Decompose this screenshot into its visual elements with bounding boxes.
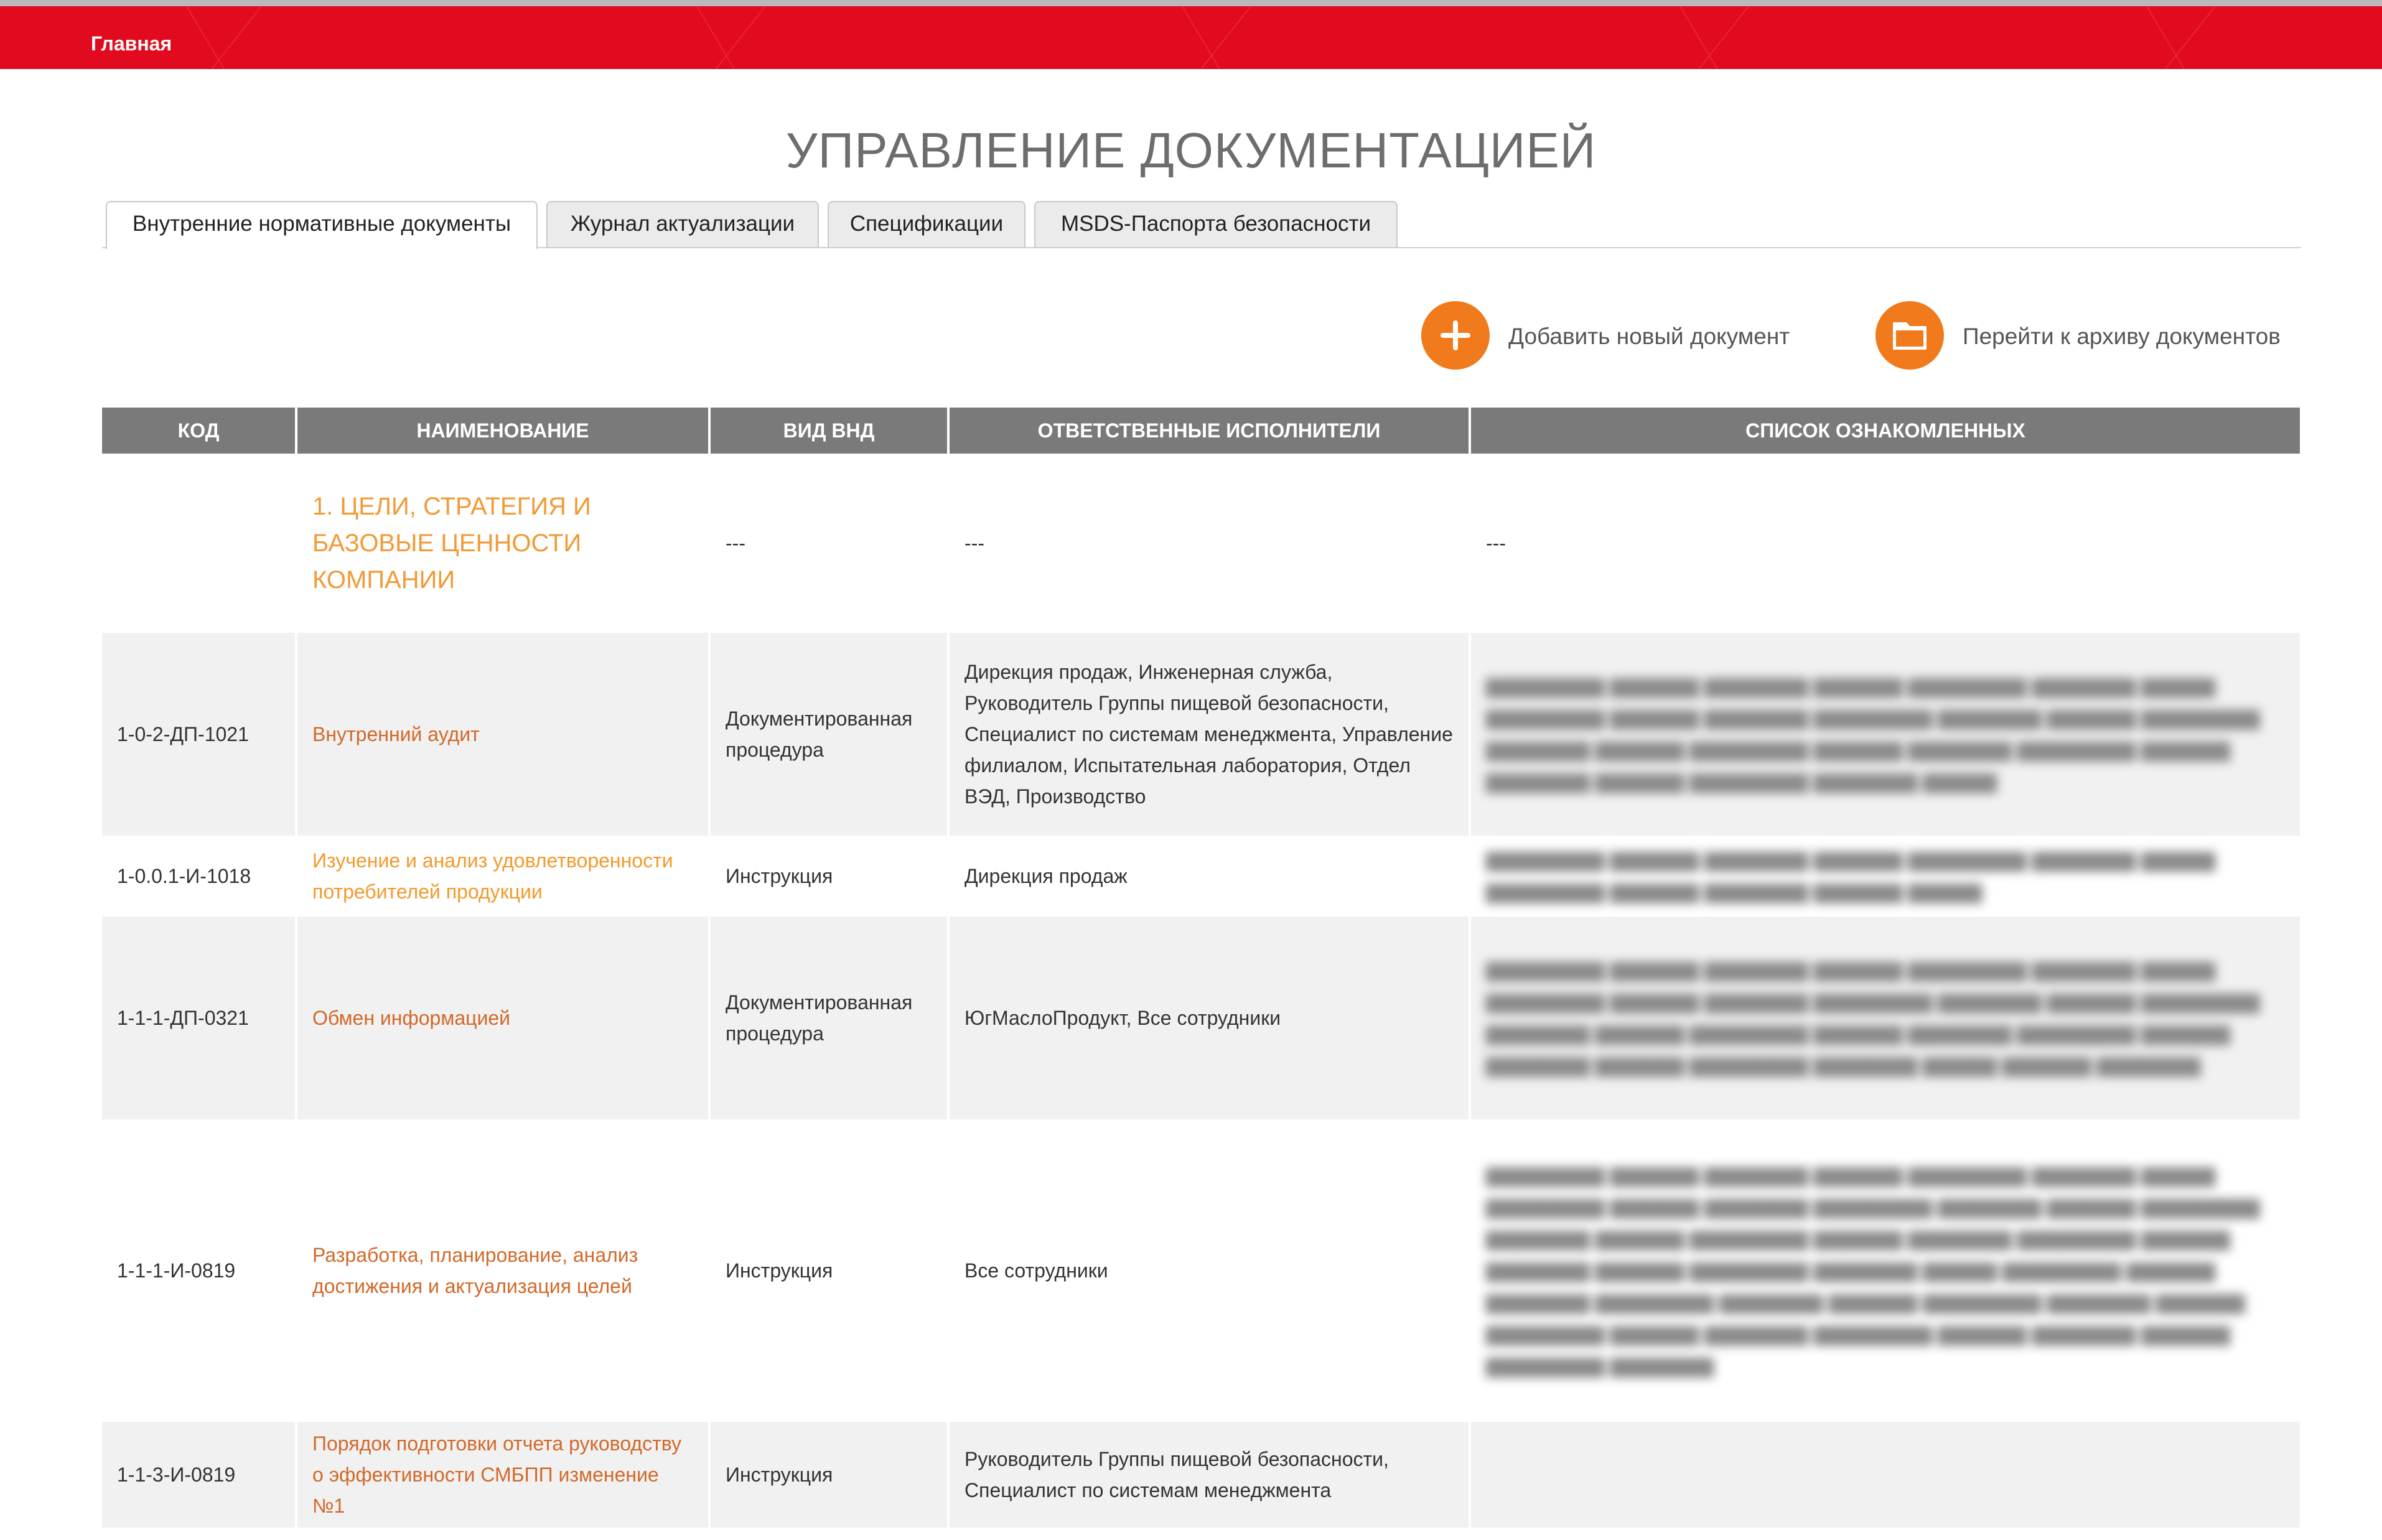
section-row — [102, 454, 2300, 633]
folder-icon — [1875, 301, 1944, 370]
code-cell: 1-1-1-И-0819 — [102, 1119, 296, 1422]
top-navigation-bar — [0, 6, 2382, 69]
column-header-acquainted[interactable]: СПИСОК ОЗНАКОМЛЕННЫХ — [1470, 408, 2300, 454]
code-cell: 1-0.0.1-И-1018 — [102, 836, 296, 917]
owners-cell: Все сотрудники — [948, 1119, 1470, 1422]
column-header-type[interactable]: ВИД ВНД — [709, 408, 948, 454]
section-code-cell — [102, 454, 296, 633]
nav-home-link[interactable]: Главная — [91, 32, 172, 55]
table-row[interactable] — [102, 1119, 2300, 1422]
name-cell — [296, 633, 709, 836]
document-link[interactable]: Разработка, планирование, анализ достижения и актуализация целей — [312, 1244, 638, 1297]
page-title: УПРАВЛЕНИЕ ДОКУМЕНТАЦИЕЙ — [785, 123, 1597, 178]
acquainted-cell — [1470, 633, 2300, 836]
type-cell: Инструкция — [709, 836, 948, 917]
owners-cell: Руководитель Группы пищевой безопасности, Специалист по системам менеджмента — [948, 1422, 1470, 1528]
section-acquainted-cell: --- — [1470, 454, 2300, 633]
add-document-label: Добавить новый документ — [1508, 324, 1790, 349]
section-title-cell — [296, 454, 709, 633]
table-row[interactable] — [102, 1422, 2300, 1528]
table-header-row — [102, 408, 2300, 454]
type-cell: Инструкция — [709, 1119, 948, 1422]
name-cell — [296, 917, 709, 1119]
section-owners-cell: --- — [948, 454, 1470, 633]
column-header-code[interactable]: КОД — [102, 408, 296, 454]
column-header-name[interactable]: НАИМЕНОВАНИЕ — [296, 408, 709, 454]
document-link[interactable]: Обмен информацией — [312, 1007, 511, 1029]
document-link[interactable]: Порядок подготовки отчета руководству о эффективности СМБПП изменение №1 — [312, 1432, 682, 1517]
owners-cell: Дирекция продаж, Инженерная служба, Руководитель Группы пищевой безопасности, Специалист по системам менеджмента, Управление филиалом, Испытательная лаборатория, Отдел ВЭД, Производство — [948, 633, 1470, 836]
topbar-pattern — [0, 6, 2382, 69]
document-link[interactable]: Изучение и анализ удовлетворенности потребителей продукции — [312, 849, 673, 903]
tab-update-log[interactable]: Журнал актуализации — [546, 201, 819, 247]
tab-internal-documents[interactable]: Внутренние нормативные документы — [106, 201, 538, 249]
name-cell — [296, 1422, 709, 1528]
tab-msds-passports[interactable]: MSDS-Паспорта безопасности — [1034, 201, 1398, 247]
browser-top-edge — [0, 0, 2382, 6]
acquainted-cell — [1470, 1119, 2300, 1422]
acquainted-cell — [1470, 917, 2300, 1119]
column-header-owners[interactable]: ОТВЕТСТВЕННЫЕ ИСПОЛНИТЕЛИ — [948, 408, 1470, 454]
type-cell: Инструкция — [709, 1422, 948, 1528]
blurred-acquainted-list: ▇▇▇▇▇▇▇▇ ▇▇▇▇▇▇ ▇▇▇▇▇▇▇ ▇▇▇▇▇▇ ▇▇▇▇▇▇▇▇ ▇▇▇▇▇▇▇ ▇▇▇▇▇ ▇▇▇▇▇▇▇▇ ▇▇▇▇▇▇ ▇▇▇▇▇▇▇ ▇▇▇▇▇▇▇▇ ▇▇▇▇▇▇▇ ▇▇▇▇▇▇ ▇▇▇▇▇▇▇▇ ▇▇▇▇▇▇▇ ▇▇▇▇▇▇ ▇▇▇▇▇▇▇▇ ▇▇▇▇▇▇ ▇▇▇▇▇▇▇ ▇▇▇▇▇▇▇▇ ▇▇▇▇▇▇ ▇▇▇▇▇▇▇ ▇▇▇▇▇▇ ▇▇▇▇▇▇▇▇ ▇▇▇▇▇▇▇ ▇▇▇▇▇ ▇▇▇▇▇▇▇▇ ▇▇▇▇▇▇ ▇▇▇▇▇▇▇ ▇▇▇▇▇▇▇▇ ▇▇▇▇▇▇▇ ▇▇▇▇▇▇ ▇▇▇▇▇▇▇▇ ▇▇▇▇▇▇▇ ▇▇▇▇▇▇ ▇▇▇▇▇▇▇▇ ▇▇▇▇▇▇ ▇▇▇▇▇▇▇ ▇▇▇▇▇▇▇▇ ▇▇▇▇▇▇ ▇▇▇▇▇▇▇ ▇▇▇▇▇▇ ▇▇▇▇▇▇▇▇ ▇▇▇▇▇▇▇ — [1486, 1164, 2260, 1377]
section-title[interactable]: 1. ЦЕЛИ, СТРАТЕГИЯ И БАЗОВЫЕ ЦЕННОСТИ КОМПАНИИ — [312, 492, 591, 594]
document-link[interactable]: Внутренний аудит — [312, 723, 480, 745]
tab-specifications[interactable]: Спецификации — [828, 201, 1025, 247]
owners-cell: Дирекция продаж — [948, 836, 1470, 917]
table-row[interactable] — [102, 917, 2300, 1119]
type-cell: Документированная процедура — [709, 633, 948, 836]
plus-icon — [1421, 301, 1490, 370]
archive-button[interactable] — [1875, 301, 2302, 370]
blurred-acquainted-list: ▇▇▇▇▇▇▇▇ ▇▇▇▇▇▇ ▇▇▇▇▇▇▇ ▇▇▇▇▇▇ ▇▇▇▇▇▇▇▇ ▇▇▇▇▇▇▇ ▇▇▇▇▇ ▇▇▇▇▇▇▇▇ ▇▇▇▇▇▇ ▇▇▇▇▇▇▇ ▇▇▇▇▇▇▇▇ ▇▇▇▇▇▇▇ ▇▇▇▇▇▇ ▇▇▇▇▇▇▇▇ ▇▇▇▇▇▇▇ ▇▇▇▇▇▇ ▇▇▇▇▇▇▇▇ ▇▇▇▇▇▇ ▇▇▇▇▇▇▇ ▇▇▇▇▇▇▇▇ ▇▇▇▇▇▇ ▇▇▇▇▇▇▇ ▇▇▇▇▇▇ ▇▇▇▇▇▇▇▇ ▇▇▇▇▇▇▇ ▇▇▇▇▇ ▇▇▇▇▇▇ ▇▇▇▇▇▇▇ — [1486, 959, 2260, 1076]
blurred-acquainted-list: ▇▇▇▇▇▇▇▇ ▇▇▇▇▇▇ ▇▇▇▇▇▇▇ ▇▇▇▇▇▇ ▇▇▇▇▇▇▇▇ ▇▇▇▇▇▇▇ ▇▇▇▇▇ ▇▇▇▇▇▇▇▇ ▇▇▇▇▇▇ ▇▇▇▇▇▇▇ ▇▇▇▇▇▇▇▇ ▇▇▇▇▇▇▇ ▇▇▇▇▇▇ ▇▇▇▇▇▇▇▇ ▇▇▇▇▇▇▇ ▇▇▇▇▇▇ ▇▇▇▇▇▇▇▇ ▇▇▇▇▇▇ ▇▇▇▇▇▇▇ ▇▇▇▇▇▇▇▇ ▇▇▇▇▇▇ ▇▇▇▇▇▇▇ ▇▇▇▇▇▇ ▇▇▇▇▇▇▇▇ ▇▇▇▇▇▇▇ ▇▇▇▇▇ — [1486, 676, 2260, 793]
name-cell — [296, 836, 709, 917]
section-type-cell: --- — [709, 454, 948, 633]
code-cell: 1-0-2-ДП-1021 — [102, 633, 296, 836]
name-cell — [296, 1119, 709, 1422]
code-cell: 1-1-3-И-0819 — [102, 1422, 296, 1528]
blurred-acquainted-list: ▇▇▇▇▇▇▇▇ ▇▇▇▇▇▇ ▇▇▇▇▇▇▇ ▇▇▇▇▇▇ ▇▇▇▇▇▇▇▇ ▇▇▇▇▇▇▇ ▇▇▇▇▇ ▇▇▇▇▇▇▇▇ ▇▇▇▇▇▇ ▇▇▇▇▇▇▇ ▇▇▇▇▇▇ ▇▇▇▇▇ — [1486, 849, 2216, 903]
documents-table — [102, 408, 2300, 1528]
acquainted-cell — [1470, 1422, 2300, 1528]
archive-label: Перейти к архиву документов — [1963, 324, 2281, 349]
acquainted-cell — [1470, 836, 2300, 917]
type-cell: Документированная процедура — [709, 917, 948, 1119]
table-row[interactable] — [102, 836, 2300, 917]
table-row[interactable] — [102, 633, 2300, 836]
owners-cell: ЮгМаслоПродукт, Все сотрудники — [948, 917, 1470, 1119]
code-cell: 1-1-1-ДП-0321 — [102, 917, 296, 1119]
add-document-button[interactable] — [1421, 301, 1819, 370]
